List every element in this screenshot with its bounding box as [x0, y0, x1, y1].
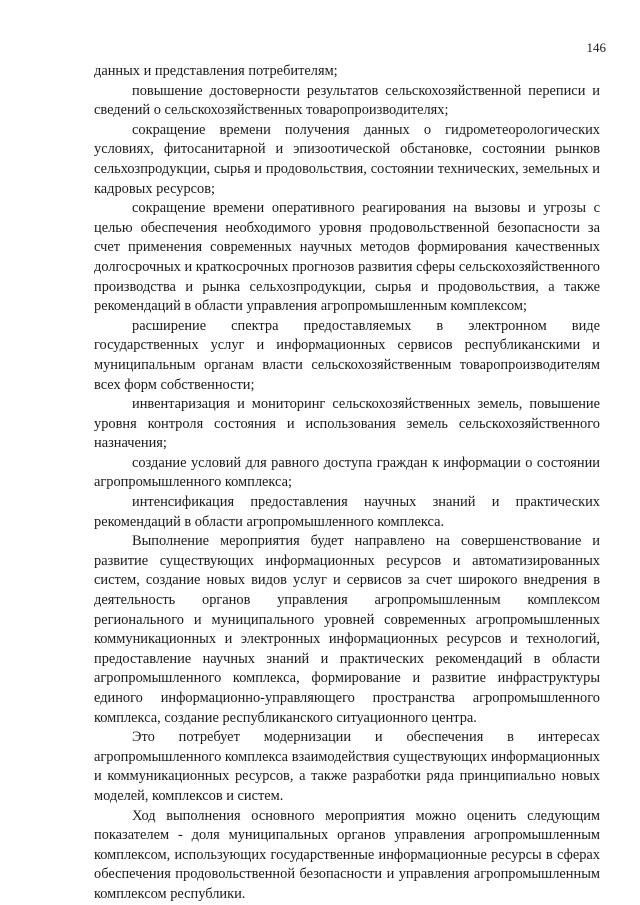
paragraph: Это потребует модернизации и обеспечения в интересах агропромышленного комплекса взаимодействия существующих информационных и коммуникационных ресурсов, а также разработки ряда принципиально новых моделей, комплексов и систем.: [94, 729, 600, 804]
paragraph: данных и представления потребителям;: [94, 63, 338, 79]
page-number: 146: [586, 40, 606, 55]
paragraph: Выполнение мероприятия будет направлено на совершенствование и развитие существующих информационных ресурсов и автоматизированных систем, создание новых видов услуг и сервисов за счет широкого внедрения в деятельность органов управления агропромышленным комплексом регионального и муниципального уровней современных агропромышленных коммуникационных и электронных информационных ресурсов и технологий, предоставление научных знаний и практических рекомендаций в области агропромышленного комплекса, формирование и развитие инфраструктуры единого информационно-управляющего пространства агропромышленного комплекса, создание республиканского ситуационного центра.: [94, 533, 600, 726]
paragraph: расширение спектра предоставляемых в электронном виде государственных услуг и информационных сервисов республиканскими и муниципальным органам власти сельскохозяйственным товаропроизводителям всех форм собственности;: [94, 317, 600, 393]
paragraph: сокращение времени получения данных о гидрометеорологических условиях, фитосанитарной и эпизоотической обстановке, состоянии рынков сельхозпродукции, сырья и продовольствия, состоянии технических, земельных и кадровых ресурсов;: [94, 121, 600, 197]
paragraph: сокращение времени оперативного реагирования на вызовы и угрозы с целью обеспечения необходимого уровня продовольственной безопасности за счет применения современных научных методов формирования качественных долгосрочных и краткосрочных прогнозов развития сферы сельскохозяйственного производства и рынка сельхозпродукции, сырья и продовольствия, а также рекомендаций в области управления агропромышленным комплексом;: [94, 200, 600, 315]
paragraph: повышение достоверности результатов сельскохозяйственной переписи и сведений о сельскохозяйственных товаропроизводителях;: [94, 82, 600, 119]
paragraph: интенсификация предоставления научных знаний и практических рекомендаций в области агропромышленного комплекса.: [94, 494, 600, 530]
document-body: [94, 62, 600, 905]
paragraph: Ход выполнения основного мероприятия можно оценить следующим показателем - доля муниципальных органов управления агропромышленным комплексом, использующих государственные информационные ресурсы в сферах обеспечения продовольственной безопасности и управления агропромышленным комплексом республики.: [94, 807, 600, 902]
paragraph: создание условий для равного доступа граждан к информации о состоянии агропромышленного комплекса;: [94, 454, 600, 491]
paragraph: инвентаризация и мониторинг сельскохозяйственных земель, повышение уровня контроля состояния и использования земель сельскохозяйственного назначения;: [94, 396, 600, 452]
